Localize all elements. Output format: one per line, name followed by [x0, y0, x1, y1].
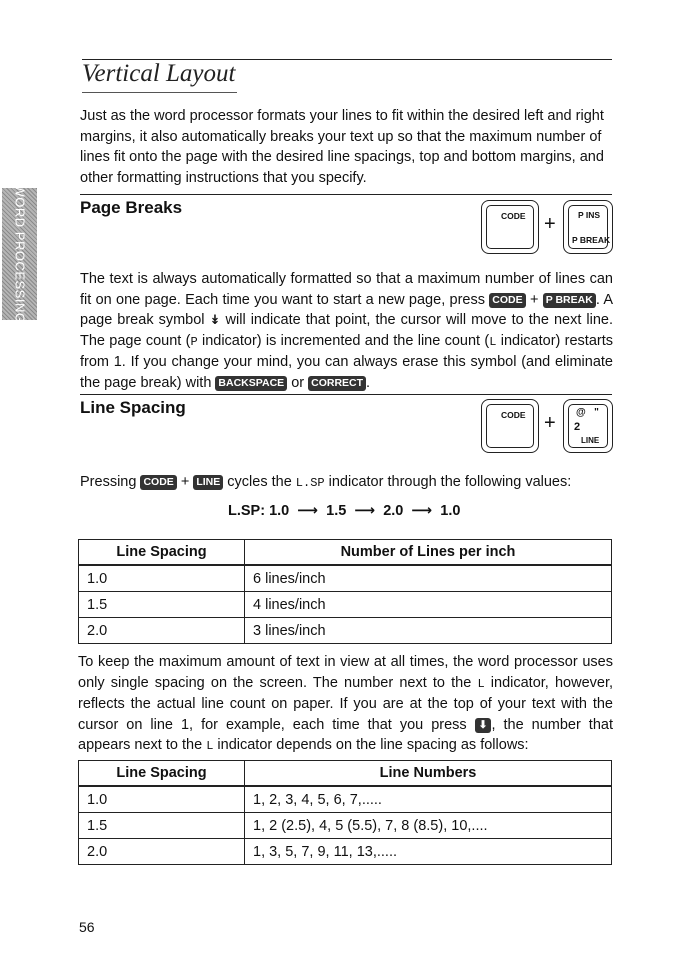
backspace-key-chip: BACKSPACE [215, 376, 287, 391]
plus-sign: + [544, 412, 556, 434]
text-fragment: indicator depends on the line spacing as follows: [217, 737, 529, 753]
code-key-illustration-2 [481, 399, 539, 453]
code-key-chip: CODE [140, 475, 176, 490]
pbreak-key-illustration [563, 200, 613, 254]
line-key-label: LINE [581, 436, 600, 445]
table-cell: 1.0 [79, 565, 245, 592]
text-fragment: The text is always automatically formatted so that a maximum number of lines can fit on one page. Each time you want to start a new page, press [80, 271, 613, 308]
line-key-illustration [563, 399, 613, 453]
intro-paragraph: Just as the word processor formats your lines to fit within the desired left and right margins, it also automatically breaks your text up so that the maximum number of lines fit onto the page with the desired line spacings, top and bottom margins, and other formatting instructions that you specify. [80, 108, 604, 186]
table-cell: 1.5 [79, 592, 245, 618]
pbreak-key-chip: P BREAK [543, 293, 596, 308]
page-breaks-paragraph [80, 269, 613, 393]
l-indicator: L [489, 334, 497, 349]
table-header: Line Spacing [79, 540, 245, 566]
at-key-label: @ " [576, 407, 599, 418]
page-number: 56 [79, 919, 95, 935]
text-fragment: indicator) restarts from 1. If you change your mind, you can always erase this symbol (and eliminate the page break) with [80, 332, 613, 391]
two-key-label: 2 [574, 421, 581, 433]
line-spacing-heading: Line Spacing [80, 398, 186, 417]
table-row [79, 618, 612, 644]
text-fragment: indicator through the following values: [328, 474, 572, 490]
table-row [79, 786, 612, 813]
table-cell: 3 lines/inch [245, 618, 612, 644]
table-cell: 1, 3, 5, 7, 9, 11, 13,..... [245, 839, 612, 865]
table-header: Number of Lines per inch [245, 540, 612, 566]
text-fragment: Pressing [80, 474, 137, 490]
table-cell: 2.0 [79, 618, 245, 644]
code-key-chip: CODE [489, 293, 525, 308]
plus-text: + [529, 291, 539, 308]
table-row [79, 565, 612, 592]
text-fragment: will indicate that point, the cursor will move to the next line. The page count ( [80, 312, 613, 349]
table-cell: 1, 2, 3, 4, 5, 6, 7,..... [245, 786, 612, 813]
table-row [79, 592, 612, 618]
title-underline [82, 92, 237, 93]
line-numbers-table [78, 760, 612, 865]
text-fragment: . A page break symbol [80, 291, 614, 328]
plus-sign: + [544, 213, 556, 235]
screen-spacing-paragraph [78, 652, 613, 757]
plus-text: + [180, 474, 190, 490]
table-cell: 1.0 [79, 786, 245, 813]
table-cell: 1.5 [79, 813, 245, 839]
table-row [79, 813, 612, 839]
code-key-label: CODE [501, 410, 526, 420]
pins-key-label: P INS [578, 210, 601, 220]
line-key-chip: LINE [193, 475, 223, 490]
table-header: Line Numbers [245, 761, 612, 787]
correct-key-chip: CORRECT [308, 376, 366, 391]
code-key-illustration [481, 200, 539, 254]
lsp-indicator: L.SP [295, 476, 325, 490]
side-tab [2, 184, 37, 324]
text-fragment: , the number that appears next to the [78, 716, 613, 753]
page-title: Vertical Layout [82, 60, 236, 87]
p-indicator: P [190, 334, 198, 349]
table-header: Line Spacing [79, 761, 245, 787]
text-fragment: or [291, 374, 305, 391]
table-cell: 4 lines/inch [245, 592, 612, 618]
l-indicator: L [206, 739, 214, 753]
text-fragment: indicator, however, reflects the actual line count on paper. If you are at the top of your text with the cursor on line 1, for example, each time that you press [78, 674, 614, 733]
text-fragment: indicator) is incremented and the line count ( [201, 332, 490, 349]
side-tab-label: WORD PROCESSING [12, 184, 27, 324]
table-cell: 2.0 [79, 839, 245, 865]
l-indicator: L [477, 676, 485, 691]
page-breaks-rule [80, 194, 612, 195]
down-arrow-key-chip: ⬇ [475, 718, 492, 733]
text-fragment: . [366, 374, 371, 391]
table-cell: 6 lines/inch [245, 565, 612, 592]
line-spacing-rule [80, 394, 612, 395]
lsp-sequence: L.SP: 1.0 ⟶ 1.5 ⟶ 2.0 ⟶ 1.0 [228, 503, 461, 519]
table-row [79, 839, 612, 865]
line-spacing-table [78, 539, 612, 644]
page-breaks-heading: Page Breaks [80, 198, 183, 217]
page-break-symbol-icon: ↡ [209, 312, 221, 327]
text-fragment: cycles the [227, 474, 292, 490]
table-cell: 1, 2 (2.5), 4, 5 (5.5), 7, 8 (8.5), 10,.... [245, 813, 612, 839]
code-key-label: CODE [501, 211, 526, 221]
pbreak-key-label: P BREAK [572, 235, 611, 245]
text-fragment: To keep the maximum amount of text in view at all times, the word processor uses only single spacing on the screen. The number next to the [78, 654, 613, 691]
pressing-line [80, 472, 613, 494]
